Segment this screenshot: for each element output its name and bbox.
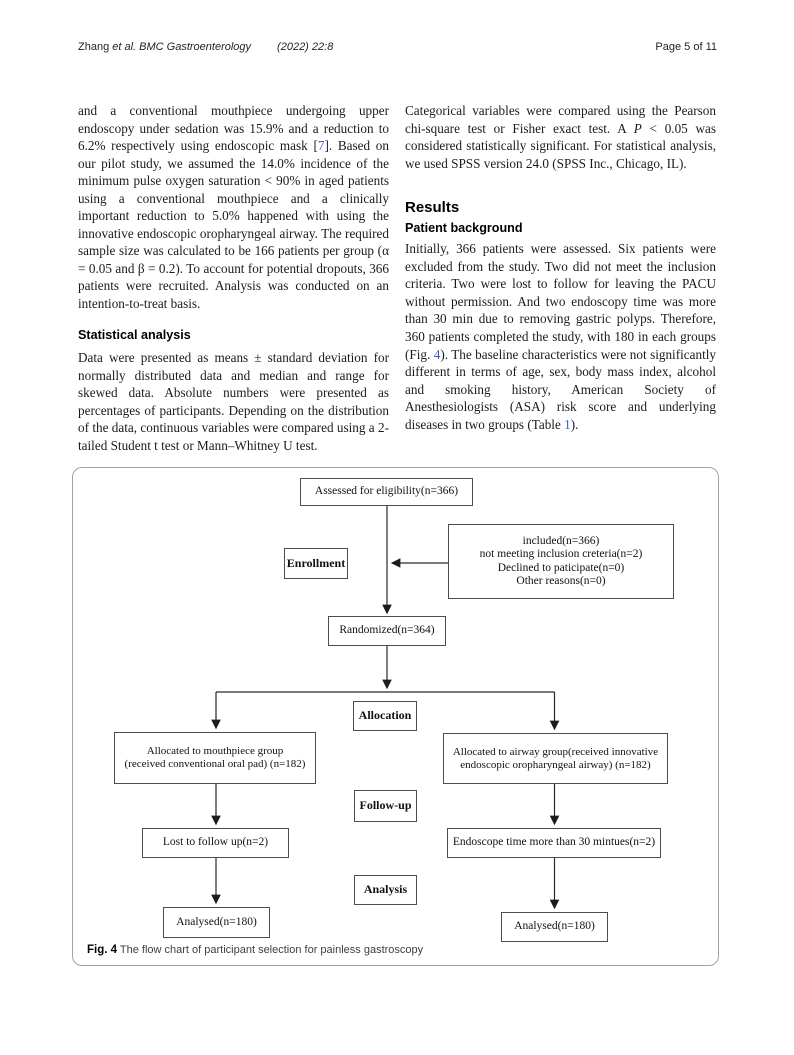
flow-box-label: Assessed for eligibility(n=366): [314, 485, 459, 498]
paragraph-text: Initially, 366 patients were assessed. Six patients were excluded from the study. Two did not meet the inclusion criteria. Two were lost to follow for leaving the PACU without permission. And two endoscopy time was more than 30 min due to removing gastric polyps. Therefore, 360 patients completed the study, with 180 in each groups (Fig.: [405, 241, 716, 362]
heading-patient-background: Patient background: [405, 220, 523, 235]
excluded-line: Other reasons(n=0): [516, 575, 606, 587]
paragraph-categorical: [405, 102, 716, 172]
flow-box-label: Allocated to airway group(received innovative: [452, 745, 659, 758]
journal-title: et al. BMC Gastroenterology: [112, 41, 252, 53]
flowchart: [73, 468, 718, 965]
flow-box-excluded: [448, 524, 674, 599]
figure-caption: [87, 944, 423, 956]
heading-results: Results: [405, 199, 460, 217]
flow-box-followup: [354, 790, 417, 822]
journal-citation: [78, 41, 333, 53]
flow-box-label: Analysed(n=180): [514, 920, 595, 933]
paragraph-text: ). The baseline characteristics were not significantly different in terms of age, sex, body mass index, alcohol and smoking history, American Society of Anesthesiologists (ASA) risk score and underlying diseases in two groups (Table: [405, 346, 716, 432]
figure-caption-label: Fig. 4: [87, 944, 118, 956]
flow-box-allocated-airway: [443, 733, 668, 784]
flow-box-label: Follow-up: [359, 798, 412, 813]
column-right: [405, 102, 716, 454]
flow-box-label: Endoscope time more than 30 mintues(n=2): [452, 836, 656, 849]
flow-box-label: endoscopic oropharyngeal airway) (n=182): [460, 758, 651, 771]
flow-box-allocated-mouthpiece: [114, 732, 316, 784]
excluded-line: Declined to paticipate(n=0): [497, 561, 625, 574]
flow-box-analysed-right: [501, 912, 608, 942]
page-number: Page 5 of 11: [655, 41, 717, 53]
flow-box-label: Allocated to mouthpiece group: [146, 745, 284, 757]
paragraph-sample-size: [78, 102, 389, 313]
figure-4-link[interactable]: 4: [433, 346, 441, 362]
paragraph-patient-background: [405, 240, 716, 433]
flow-box-allocation: [353, 701, 417, 731]
figure-panel: [72, 467, 719, 966]
flow-box-label: Lost to follow up(n=2): [162, 836, 269, 849]
running-head: [78, 41, 717, 53]
flow-box-label: Randomized(n=364): [339, 624, 435, 637]
paragraph-text: Categorical variables were compared using the Pearson chi-square test or Fisher exact test. A: [405, 103, 716, 136]
figure-caption-text: The flow chart of participant selection for painless gastroscopy: [119, 944, 424, 956]
paragraph-text: < 0.05 was considered statistically significant. For statistical analysis, we used SPSS version 24.0 (SPSS Inc., Chicago, IL).: [405, 120, 717, 171]
citation-link-7[interactable]: 7: [317, 138, 325, 154]
excluded-line: included(n=366): [522, 534, 600, 547]
flow-box-lost-followup: [142, 828, 289, 858]
table-1-link[interactable]: 1: [564, 416, 571, 432]
flow-box-randomized: [328, 616, 446, 646]
flow-box-label: Analysis: [363, 882, 408, 897]
paragraph-text: and a conventional mouthpiece undergoing upper endoscopy under sedation was 15.9% and a reduction to 6.2% respectively using endoscopic mask [: [78, 103, 389, 154]
paragraph-text: ).: [570, 416, 579, 432]
excluded-line: not meeting inclusion creteria(n=2): [479, 548, 643, 560]
flow-box-label: Enrollment: [286, 555, 346, 570]
flow-box-analysed-left: [163, 907, 270, 938]
paragraph-text: ]. Based on our pilot study, we assumed the 14.0% incidence of the minimum pulse oxygen saturation < 90% in aged patients using a conventional mouthpiece and a clinically important reduction to 5.0% happened with using the innovative endoscopic oropharyngeal airway. The required sample size was calculated to be 166 patients per group (α = 0.05 and β = 0.2). To account for potential dropouts, 366 patients were recruited. Analysis was conducted on an intention-to-treat basis.: [78, 138, 389, 312]
p-value-variable: P: [633, 120, 642, 136]
heading-statistical-analysis: Statistical analysis: [78, 327, 191, 342]
flow-box-analysis: [354, 875, 417, 905]
issue-info: (2022) 22:8: [277, 41, 334, 53]
flow-box-label: Allocation: [358, 708, 412, 723]
author-name: Zhang: [78, 41, 113, 53]
flow-box-enrollment: [284, 548, 348, 579]
flow-box-endoscope-time: [447, 828, 661, 858]
flow-box-label: (received conventional oral pad) (n=182): [124, 758, 306, 770]
column-left: [78, 102, 389, 454]
body-columns: [78, 102, 717, 454]
flow-box-label: Analysed(n=180): [176, 915, 257, 928]
paragraph-statistical-analysis: Data were presented as means ± standard deviation for normally distributed data and median and range for skewed data. Absolute numbers were presented as percentages of participants. Depending on the distribution of the data, continuous variables were compared using a 2-tailed Student t test or Mann–Whitney U test.: [78, 350, 389, 453]
flow-box-assessed: [300, 478, 473, 506]
